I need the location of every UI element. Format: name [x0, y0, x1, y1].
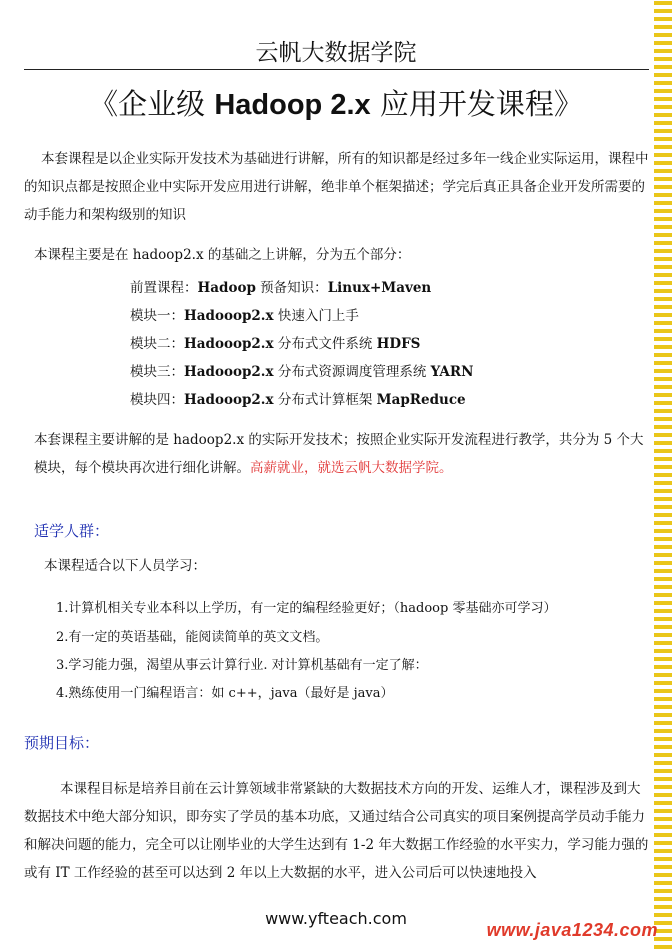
audience-list-item: 4.熟练使用一门编程语言：如 c++，java（最好是 java） [56, 686, 394, 701]
title-brand: Hadoop 2.x [214, 89, 371, 121]
watermark-stripe [654, 0, 672, 949]
audience-heading: 适学人群： [34, 522, 110, 540]
audience-list-item: 2.有一定的英语基础，能阅读简单的英文文档。 [56, 630, 329, 645]
module-item: 模块二：Hadooop2.x 分布式文件系统 HDFS [130, 336, 421, 352]
audience-intro: 本课程适合以下人员学习： [44, 558, 206, 574]
summary-highlight: 高薪就业，就选云帆大数据学院。 [250, 460, 453, 476]
module-item: 前置课程：Hadoop 预备知识：Linux+Maven [130, 280, 432, 296]
document-title [0, 82, 672, 123]
course-intro: 本课程主要是在 hadoop2.x 的基础之上讲解，分为五个部分： [34, 247, 411, 263]
header-divider [24, 69, 649, 70]
goals-heading: 预期目标： [24, 734, 100, 752]
footer-url: www.yfteach.com [265, 909, 407, 928]
module-item: 模块一：Hadooop2.x 快速入门上手 [130, 308, 359, 324]
watermark-text: www.java1234.com [486, 920, 658, 940]
module-item: 模块四：Hadooop2.x 分布式计算框架 MapReduce [130, 392, 466, 408]
title-rest: 应用开发课程》 [370, 87, 583, 121]
summary-paragraph: 本套课程主要讲解的是 hadoop2.x 的实际开发技术；按照企业实际开发流程进行教学，共分为 5 个大模块，每个模块再次进行细化讲解。高薪就业，就选云帆大数据学院。 [34, 432, 644, 476]
goals-paragraph: 本课程目标是培养目前在云计算领域非常紧缺的大数据技术方向的开发、运维人才，课程涉及到大数据技术中绝大部分知识，即夯实了学员的基本功底，又通过结合公司真实的项目案例提高学员动手能力和解决问题的能力，完全可以让刚毕业的大学生达到有 1-2 年大数据工作经验的水平实力，学习能力强的或有 IT 工作经验的甚至可以达到 2 年以上大数据的水平，进入公司后可以快速地投入 [24, 781, 649, 881]
audience-list-item: 3.学习能力强，渴望从事云计算行业. 对计算机基础有一定了解： [56, 658, 428, 673]
audience-list-item: 1.计算机相关专业本科以上学历，有一定的编程经验更好；（hadoop 零基础亦可学习） [56, 601, 557, 616]
intro-paragraph: 本套课程是以企业实际开发技术为基础进行讲解，所有的知识都是经过多年一线企业实际运用，课程中的知识点都是按照企业中实际开发应用进行讲解，绝非单个框架描述；学完后真正具备企业开发所需要的动手能力和架构级别的知识 [24, 151, 649, 223]
module-item: 模块三：Hadooop2.x 分布式资源调度管理系统 YARN [130, 364, 474, 380]
title-open: 《企业级 [89, 87, 215, 121]
page-header: 云帆大数据学院 [255, 40, 417, 66]
